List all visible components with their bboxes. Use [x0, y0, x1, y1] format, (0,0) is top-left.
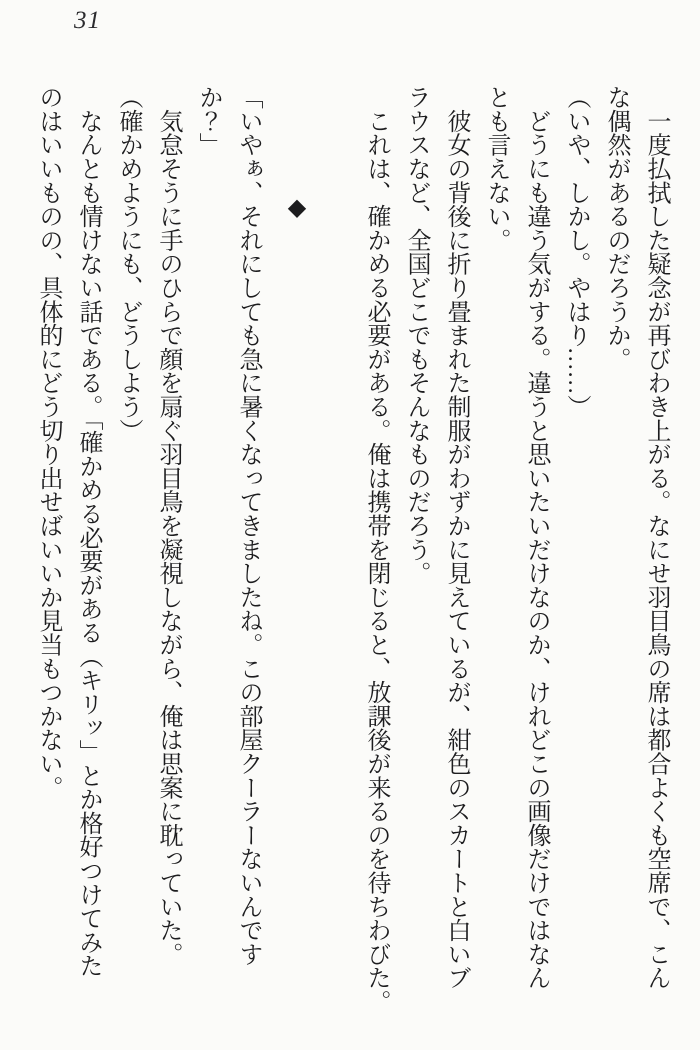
narration-line: 一度払拭した疑念が再びわき上がる。なにせ羽目鳥の席は都合よくも空席で、こん	[643, 85, 669, 990]
page-number: 31	[74, 7, 101, 34]
narration-line: な偶然があるのだろうか。	[603, 85, 629, 371]
narration-line: とも言えない。	[483, 85, 509, 252]
dialogue-line: か？」	[195, 85, 221, 157]
narration-line: なんとも情けない話である。「確かめる必要がある（キリッ」とか格好つけてみた	[75, 85, 101, 978]
narration-line: 彼女の背後に折り畳まれた制服がわずかに見えているが、紺色のスカートと白いブ	[443, 85, 469, 990]
narration-line: のはいいものの、具体的にどう切り出せばいいか見当もつかない。	[35, 85, 61, 800]
inner-monologue-line: （いや、しかし。やはり……）	[563, 85, 589, 419]
narration-line: どうにも違う気がする。違うと思いたいだけなのか、けれどこの画像だけではなん	[523, 85, 549, 990]
narration-line: ラウスなど、全国どこでもそんなものだろう。	[403, 85, 429, 585]
narration-line: 気怠そうに手のひらで顔を扇ぐ羽目鳥を凝視しながら、俺は思案に耽っていた。	[155, 85, 181, 966]
narration-line: これは、確かめる必要がある。俺は携帯を閉じると、放課後が来るのを待ちわびた。	[363, 85, 389, 1014]
dialogue-line: 「いやぁ、それにしても急に暑くなってきましたね。この部屋クーラーないんです	[235, 85, 261, 966]
inner-monologue-line: （確かめようにも、どうしよう）	[115, 85, 141, 443]
vertical-text-area	[28, 85, 676, 1050]
section-break-diamond-icon: ◆	[283, 193, 309, 221]
